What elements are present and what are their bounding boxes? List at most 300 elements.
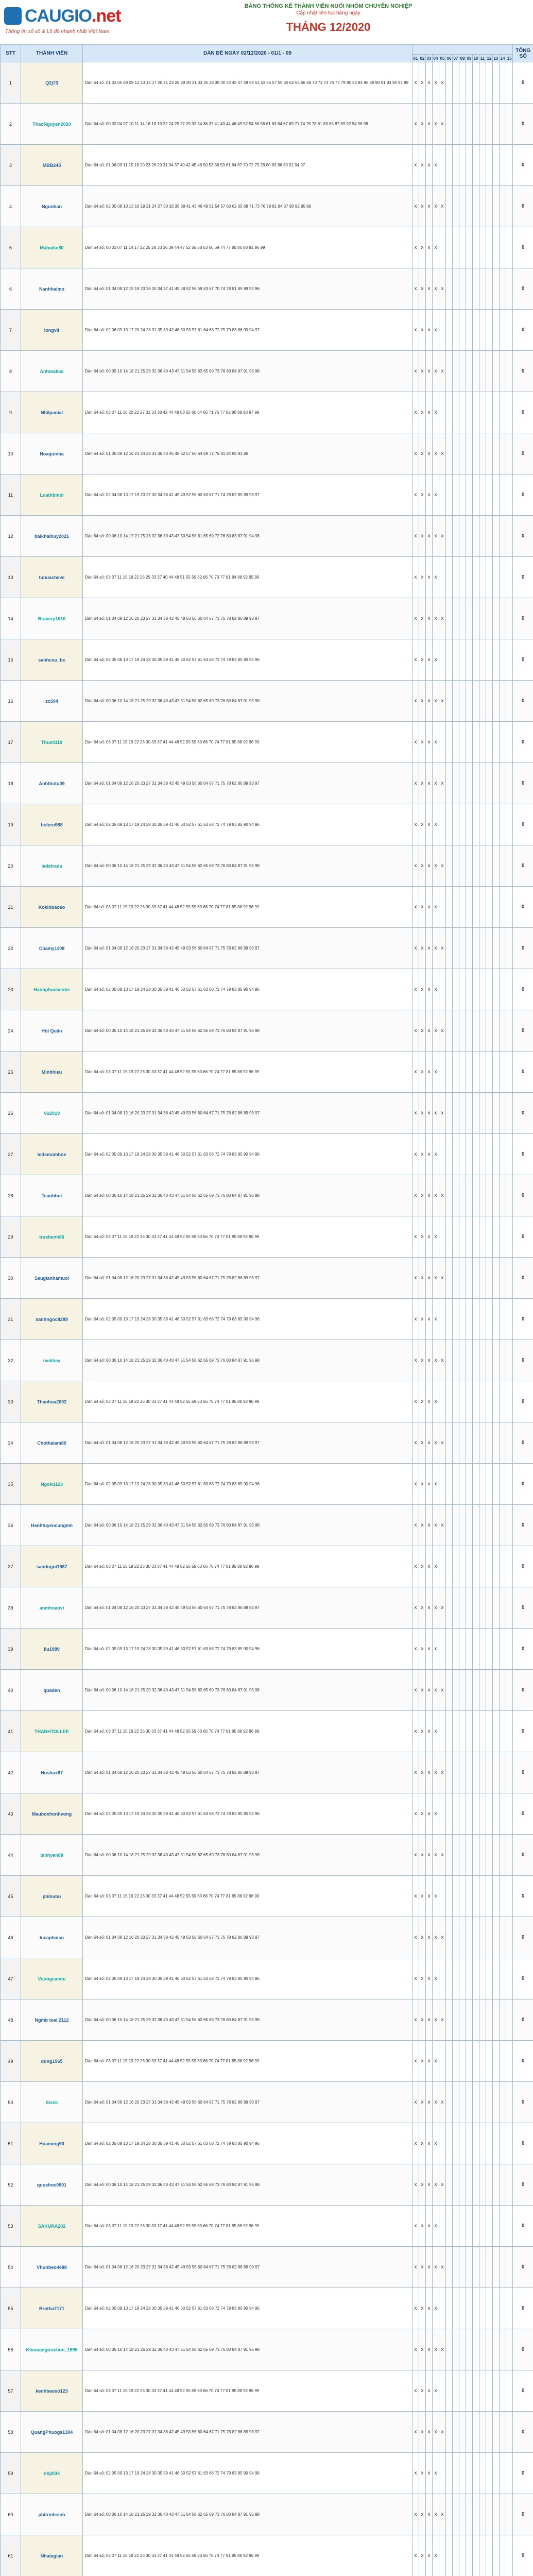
day-cell: x [433, 392, 439, 433]
header-numbers: DÀN ĐỀ NGÀY 02/12/2020 - 01/1 - 09 [83, 45, 412, 62]
day-cell: x [433, 1010, 439, 1052]
day-cell [473, 1917, 479, 1958]
member-link[interactable]: Bravery1510 [21, 598, 83, 639]
day-cell [506, 2041, 513, 2082]
day-cell [486, 1340, 493, 1381]
day-cell: x [426, 1422, 433, 1464]
day-cell [459, 2288, 466, 2329]
day-cell: x [433, 1999, 439, 2041]
day-cell [486, 1093, 493, 1134]
day-cell: x [439, 351, 446, 392]
day-cell [459, 763, 466, 804]
member-link[interactable]: Thanhoa2002 [21, 1381, 83, 1422]
member-link[interactable]: Ngunhan [21, 186, 83, 227]
day-cell [479, 1216, 486, 1258]
member-link[interactable]: zc694 [21, 681, 83, 722]
day-cell [473, 1546, 479, 1587]
member-link[interactable]: truebenh86 [21, 1216, 83, 1258]
day-cell: x [419, 2453, 426, 2494]
day-cell [500, 1258, 506, 1299]
day-cell [473, 2164, 479, 2206]
day-cell [473, 2082, 479, 2123]
day-cell [466, 2082, 473, 2123]
day-cell [493, 268, 500, 310]
day-cell: x [419, 1258, 426, 1299]
day-cell [500, 1793, 506, 1835]
day-cell [466, 310, 473, 351]
member-link[interactable]: Kokinbaoso [21, 887, 83, 928]
member-link[interactable]: tedsmomboe [21, 1134, 83, 1175]
day-cell [486, 104, 493, 145]
table-row [1, 2535, 533, 2576]
row-stt: 12 [1, 516, 21, 557]
day-cell [459, 2123, 466, 2164]
day-cell: x [412, 104, 419, 145]
day-cell: x [426, 1175, 433, 1216]
day-cell [486, 2247, 493, 2288]
day-cell [500, 1999, 506, 2041]
row-stt: 58 [1, 2412, 21, 2453]
member-link[interactable]: MBB245 [21, 145, 83, 186]
day-cell [466, 2329, 473, 2370]
day-cell [506, 1917, 513, 1958]
row-stt: 3 [1, 145, 21, 186]
member-link[interactable]: Anhthotu09 [21, 763, 83, 804]
day-cell [466, 1958, 473, 1999]
day-cell [486, 1999, 493, 2041]
day-cell [486, 1629, 493, 1670]
day-cell [453, 351, 459, 392]
day-cell: x [439, 2329, 446, 2370]
number-list: Dàn 64 số: 03 07 11 15 19 22 26 30 33 37 41 44 48 52 55 59 63 66 70 74 77 81 85 88 92 96 99 [83, 2041, 412, 2082]
member-link[interactable]: Nhilpanial [21, 392, 83, 433]
table-row [1, 1258, 533, 1299]
day-cell [479, 1711, 486, 1752]
member-link[interactable]: sanhngoc8289 [21, 1299, 83, 1340]
day-cell [446, 1629, 453, 1670]
table-row [1, 1999, 533, 2041]
row-total: 0 [513, 1793, 533, 1835]
day-cell [500, 186, 506, 227]
day-cell [446, 1793, 453, 1835]
day-cell [459, 433, 466, 474]
member-link[interactable]: Khomangtrochon_1999 [21, 2329, 83, 2370]
day-cell [453, 2288, 459, 2329]
member-link[interactable]: Hoanvng90 [21, 2123, 83, 2164]
day-cell [473, 804, 479, 845]
day-cell: x [433, 1629, 439, 1670]
member-link[interactable]: Ngoku123 [21, 1464, 83, 1505]
day-cell: x [439, 186, 446, 227]
table-row [1, 1670, 533, 1711]
day-cell [453, 969, 459, 1010]
member-link[interactable]: ladetrada [21, 845, 83, 887]
site-logo[interactable] [4, 4, 123, 40]
day-cell [473, 145, 479, 186]
day-cell [493, 2041, 500, 2082]
day-cell [446, 887, 453, 928]
day-cell: x [426, 227, 433, 268]
day-cell [479, 722, 486, 763]
day-cell [466, 516, 473, 557]
day-cell: x [439, 598, 446, 639]
day-cell [439, 145, 446, 186]
number-list: Dàn 64 số: 00 06 10 14 18 21 25 29 32 36 40 43 47 51 54 58 62 65 69 73 76 80 84 87 91 95 98 [83, 1340, 412, 1381]
day-cell [479, 1670, 486, 1711]
day-cell: x [433, 268, 439, 310]
day-cell [459, 62, 466, 104]
member-link[interactable]: Vhunbeo4488 [21, 2247, 83, 2288]
row-stt: 55 [1, 2288, 21, 2329]
day-cell [486, 2288, 493, 2329]
day-cell [486, 268, 493, 310]
member-link[interactable]: Hoaquinha [21, 433, 83, 474]
day-cell [493, 62, 500, 104]
day-cell [446, 62, 453, 104]
day-cell: x [419, 2288, 426, 2329]
member-link[interactable]: Vuongcamtu [21, 1958, 83, 1999]
member-link[interactable]: mekhay [21, 1340, 83, 1381]
member-link[interactable]: Hồi Quân [21, 1010, 83, 1052]
day-cell [506, 1175, 513, 1216]
row-stt: 43 [1, 1793, 21, 1835]
day-cell [446, 804, 453, 845]
member-link[interactable]: Hanhphucbenhe [21, 969, 83, 1010]
table-row [1, 1958, 533, 1999]
day-cell [486, 1587, 493, 1629]
day-cell: x [439, 1752, 446, 1793]
row-stt: 35 [1, 1464, 21, 1505]
day-cell: x [419, 62, 426, 104]
member-link[interactable]: THANHTOLLEE [21, 1711, 83, 1752]
day-cell: x [426, 1958, 433, 1999]
day-cell [446, 2494, 453, 2535]
day-cell [486, 392, 493, 433]
member-link[interactable]: kenhbaoso123 [21, 2370, 83, 2412]
day-cell [479, 1175, 486, 1216]
day-cell [453, 1093, 459, 1134]
day-cell [439, 557, 446, 598]
member-link[interactable]: baikhaihuy2021 [21, 516, 83, 557]
day-cell [473, 1587, 479, 1629]
member-link[interactable]: longvit [21, 310, 83, 351]
day-cell [486, 1917, 493, 1958]
day-cell [439, 804, 446, 845]
day-cell [506, 104, 513, 145]
member-link[interactable]: Nanhhaimo [21, 268, 83, 310]
member-link[interactable]: quaden [21, 1670, 83, 1711]
day-cell [500, 639, 506, 681]
day-cell [439, 2123, 446, 2164]
table-row [1, 2370, 533, 2412]
day-cell: x [412, 1381, 419, 1422]
day-cell [506, 268, 513, 310]
row-stt: 37 [1, 1546, 21, 1587]
day-cell: x [426, 1093, 433, 1134]
day-cell [466, 1587, 473, 1629]
day-cell: x [439, 2494, 446, 2535]
row-stt: 50 [1, 2082, 21, 2123]
row-stt: 14 [1, 598, 21, 639]
day-cell [493, 1134, 500, 1175]
day-cell [493, 2164, 500, 2206]
day-cell [466, 104, 473, 145]
day-cell [453, 2494, 459, 2535]
day-cell: x [412, 2082, 419, 2123]
day-cell: x [426, 2535, 433, 2576]
day-cell [459, 1340, 466, 1381]
day-cell [466, 1258, 473, 1299]
member-link[interactable]: QuangPhuogs1304 [21, 2412, 83, 2453]
day-cell [439, 1381, 446, 1422]
member-link[interactable]: sandugni1987 [21, 1546, 83, 1587]
day-cell [486, 186, 493, 227]
day-cell [459, 1587, 466, 1629]
day-cell [486, 2329, 493, 2370]
day-cell [479, 516, 486, 557]
member-link[interactable]: Nhatagian [21, 2535, 83, 2576]
day-cell [486, 1793, 493, 1835]
day-cell [459, 2494, 466, 2535]
member-link[interactable]: Teanhhoi [21, 1175, 83, 1216]
day-cell: x [419, 2412, 426, 2453]
day-cell [466, 2247, 473, 2288]
day-cell: x [426, 433, 433, 474]
member-link[interactable]: SAKURA202 [21, 2206, 83, 2247]
number-list: Dàn 64 số: 03 07 11 15 19 22 26 30 33 37 41 44 48 52 55 59 63 66 70 74 77 81 85 88 92 96 99 [83, 1052, 412, 1093]
day-cell: x [412, 1010, 419, 1052]
month-title: THÁNG 12/2020 [286, 21, 371, 33]
day-cell [459, 2041, 466, 2082]
day-cell [466, 722, 473, 763]
day-cell [466, 1505, 473, 1546]
day-cell [473, 1216, 479, 1258]
row-stt: 11 [1, 474, 21, 516]
number-list: Dàn 64 số: 01 04 08 12 16 20 23 27 31 34 38 42 45 49 53 56 60 64 67 71 75 78 82 86 89 93 97 [83, 2082, 412, 2123]
table-row [1, 145, 533, 186]
day-cell [500, 557, 506, 598]
day-cell [439, 2041, 446, 2082]
day-cell [500, 2206, 506, 2247]
day-cell: x [426, 2329, 433, 2370]
day-cell [446, 1422, 453, 1464]
member-link[interactable]: phinubu [21, 1876, 83, 1917]
row-stt: 56 [1, 2329, 21, 2370]
member-link[interactable]: lucaphaiso [21, 1917, 83, 1958]
row-stt: 41 [1, 1711, 21, 1752]
day-cell [506, 2164, 513, 2206]
row-stt: 28 [1, 1175, 21, 1216]
member-link[interactable]: Sissk [21, 2082, 83, 2123]
day-cell [500, 763, 506, 804]
row-stt: 17 [1, 722, 21, 763]
day-cell: x [426, 1258, 433, 1299]
day-cell [506, 2288, 513, 2329]
day-cell [493, 2453, 500, 2494]
day-cell [493, 763, 500, 804]
member-link[interactable]: Hoshox87 [21, 1752, 83, 1793]
day-cell [466, 392, 473, 433]
day-cell: x [426, 639, 433, 681]
day-cell: x [433, 433, 439, 474]
day-cell [446, 1958, 453, 1999]
day-cell [466, 2206, 473, 2247]
member-link[interactable]: Mauboxhonhvong [21, 1793, 83, 1835]
day-cell [493, 2494, 500, 2535]
day-cell: x [426, 1793, 433, 1835]
member-link[interactable]: Ngmb toai 2112 [21, 1999, 83, 2041]
day-cell [500, 1299, 506, 1340]
table-row [1, 392, 533, 433]
row-total: 0 [513, 1258, 533, 1299]
day-cell [439, 2206, 446, 2247]
day-cell [506, 639, 513, 681]
row-total: 0 [513, 2535, 533, 2576]
day-cell: x [419, 2164, 426, 2206]
day-cell [506, 1052, 513, 1093]
day-cell [500, 887, 506, 928]
day-cell [479, 1546, 486, 1587]
day-cell [459, 1258, 466, 1299]
day-cell: x [439, 268, 446, 310]
day-cell [446, 2123, 453, 2164]
day-cell [506, 1505, 513, 1546]
day-cell: x [412, 1505, 419, 1546]
member-link[interactable]: Luathbinol [21, 474, 83, 516]
day-cell [493, 1670, 500, 1711]
day-cell [500, 2453, 506, 2494]
member-link[interactable]: sanhcuu_bc [21, 639, 83, 681]
day-cell [500, 1381, 506, 1422]
day-cell: x [419, 1505, 426, 1546]
member-link[interactable]: tunuacheve [21, 557, 83, 598]
member-link[interactable]: Chothalam80 [21, 1422, 83, 1464]
day-cell [486, 1546, 493, 1587]
member-link[interactable]: Anhmatkai [21, 351, 83, 392]
day-cell [479, 1381, 486, 1422]
member-link[interactable]: Q2j73 [21, 62, 83, 104]
day-cell [479, 227, 486, 268]
member-link[interactable]: binhyen88 [21, 1835, 83, 1876]
day-cell [466, 639, 473, 681]
member-link[interactable]: Brotha7171 [21, 2288, 83, 2329]
day-cell [446, 1835, 453, 1876]
member-link[interactable]: bolero988 [21, 804, 83, 845]
logo-wordmark [25, 6, 121, 26]
day-cell: x [412, 1340, 419, 1381]
day-cell [500, 2288, 506, 2329]
day-cell [479, 392, 486, 433]
member-link[interactable]: Minhhieu [21, 1052, 83, 1093]
number-list: Dàn 64 số: 02 06 09 13 17 20 24 28 31 35 39 42 46 50 53 57 61 64 68 72 75 79 83 86 90 94 97 [83, 310, 412, 351]
day-cell [479, 928, 486, 969]
member-link[interactable]: Thue0119 [21, 722, 83, 763]
day-cell [446, 1546, 453, 1587]
day-cell [473, 2370, 479, 2412]
member-link[interactable]: Vu2019 [21, 1093, 83, 1134]
day-cell: x [426, 1381, 433, 1422]
day-cell [473, 1052, 479, 1093]
member-link[interactable]: Hanhtuyencungem [21, 1505, 83, 1546]
day-cell: x [412, 1134, 419, 1175]
day-cell [493, 351, 500, 392]
day-cell [479, 681, 486, 722]
day-cell: x [426, 804, 433, 845]
table-row [1, 1505, 533, 1546]
day-cell: x [433, 639, 439, 681]
row-total: 0 [513, 1629, 533, 1670]
table-row [1, 227, 533, 268]
day-cell: x [419, 1052, 426, 1093]
day-cell [453, 1629, 459, 1670]
member-link[interactable]: dung1965 [21, 2041, 83, 2082]
caugio-logo-icon [4, 7, 22, 25]
member-link[interactable]: Ilu1989 [21, 1629, 83, 1670]
day-cell [466, 1752, 473, 1793]
member-link[interactable]: phitrinhsinh [21, 2494, 83, 2535]
member-link[interactable]: quoxhoc0901 [21, 2164, 83, 2206]
day-cell [466, 681, 473, 722]
day-cell [473, 928, 479, 969]
header-day: 09 [466, 55, 473, 62]
member-link[interactable]: Saugianhamuoi [21, 1258, 83, 1299]
day-cell: x [426, 722, 433, 763]
day-cell: x [433, 1340, 439, 1381]
day-cell [493, 928, 500, 969]
header-day: 07 [453, 55, 459, 62]
day-cell [453, 639, 459, 681]
member-link[interactable]: Mabuike80 [21, 227, 83, 268]
day-cell [473, 1340, 479, 1381]
day-cell: x [412, 1299, 419, 1340]
day-cell [500, 1052, 506, 1093]
day-cell: x [419, 887, 426, 928]
row-total: 0 [513, 1917, 533, 1958]
member-link[interactable]: ThaoNguyen2020 [21, 104, 83, 145]
day-cell [473, 1958, 479, 1999]
day-cell [466, 1422, 473, 1464]
day-cell [500, 268, 506, 310]
day-cell [459, 227, 466, 268]
day-cell: x [439, 104, 446, 145]
member-link[interactable]: Chamy1108 [21, 928, 83, 969]
day-cell [466, 1010, 473, 1052]
day-cell [500, 227, 506, 268]
day-cell [486, 1422, 493, 1464]
number-list: Dàn 64 số: 00 03 07 11 14 17 22 25 28 33 36 39 44 47 52 55 58 63 66 69 74 77 80 85 88 91 96 99 [83, 227, 412, 268]
day-cell: x [419, 557, 426, 598]
day-cell [493, 2082, 500, 2123]
day-cell [446, 2412, 453, 2453]
day-cell: x [426, 1587, 433, 1629]
day-cell [459, 310, 466, 351]
row-stt: 15 [1, 639, 21, 681]
day-cell [459, 1999, 466, 2041]
day-cell [479, 2453, 486, 2494]
member-link[interactable]: anmhoaovi [21, 1587, 83, 1629]
day-cell [506, 1299, 513, 1340]
member-link[interactable]: nhji034 [21, 2453, 83, 2494]
day-cell [479, 1793, 486, 1835]
day-cell [500, 474, 506, 516]
day-cell [446, 1093, 453, 1134]
day-cell: x [419, 474, 426, 516]
day-cell: x [419, 598, 426, 639]
day-cell [479, 2329, 486, 2370]
day-cell [486, 2370, 493, 2412]
row-total: 0 [513, 969, 533, 1010]
row-stt: 47 [1, 1958, 21, 1999]
